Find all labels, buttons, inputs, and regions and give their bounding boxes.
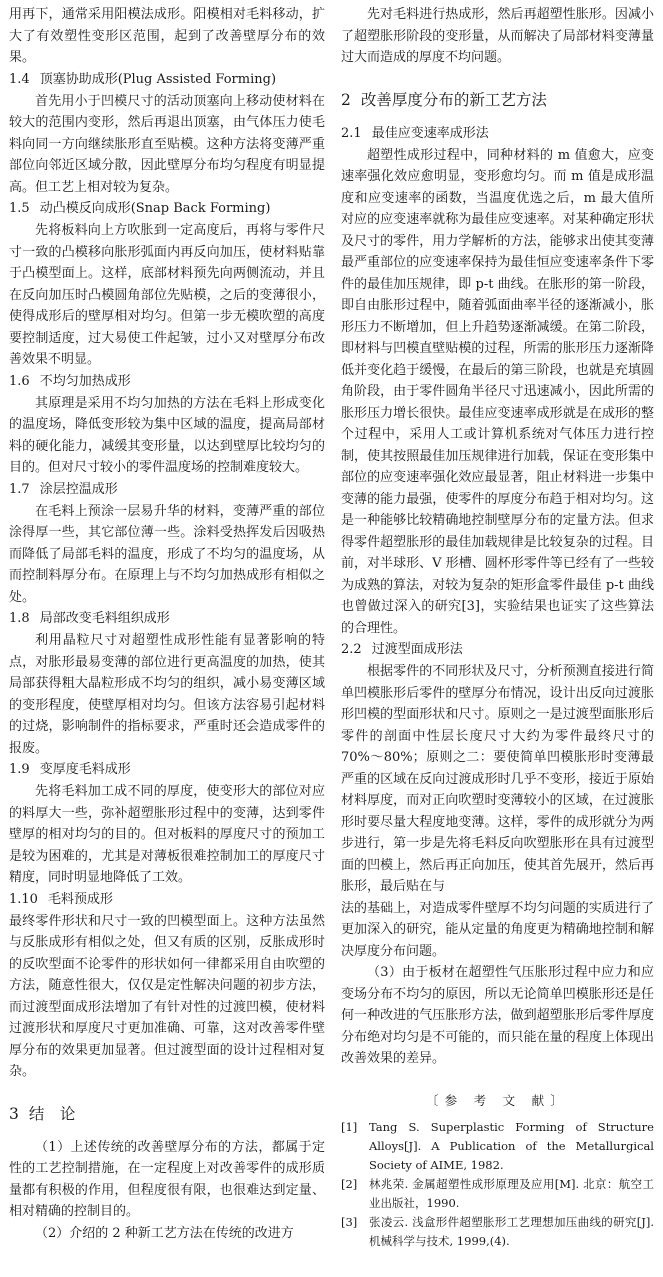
section-number: 2.1 xyxy=(341,125,362,141)
paragraph-1-7: 在毛料上预涂一层易升华的材料，变薄严重的部位涂得厚一些，其它部位薄一些。涂料受热挥发后因吸热而降低了局部毛料的温度，形成了不均匀的温度场，从而控制料厚分布。在原理上与不均匀加热成形有相似之处。 xyxy=(9,503,325,605)
spacer xyxy=(9,1125,325,1137)
section-number: 1.6 xyxy=(9,373,30,389)
paragraph-1-9: 先将毛料加工成不同的厚度，使变形大的部位对应的料厚大一些，弥补超塑胀形过程中的变薄，达到零件壁厚的相对均匀的目的。但对板料的厚度尺寸的预加工是较为困难的，尤其是对薄板很难控制加工的厚度尺寸精度，同时明显地降低了工效。 xyxy=(9,784,325,885)
reference-item xyxy=(341,1213,654,1251)
section-title: 顶塞协助成形(Plug Assisted Forming) xyxy=(39,71,277,87)
reference-list xyxy=(341,1118,654,1251)
heading-1-5 xyxy=(9,198,325,220)
heading-1-9 xyxy=(9,759,325,781)
heading-1-8 xyxy=(9,608,325,630)
section-title: 局部改变毛料组织成形 xyxy=(39,611,170,626)
paragraph-1-8: 利用晶粒尺寸对超塑性成形性能有显著影响的特点，对胀形最易变薄的部位进行更高温度的加热，使其局部获得粗大晶粒形成不均匀的组织，减小易变薄区域的变形程度，使壁厚相对均匀。但该方法容易引起材料的过烧，影响制件的指标要求，严重时还会造成零件的报废。 xyxy=(9,633,325,756)
section-title: 结 论 xyxy=(28,1104,76,1123)
left-column xyxy=(9,4,325,1244)
section-number: 3 xyxy=(9,1104,19,1123)
right-column xyxy=(341,4,654,1251)
heading-1-4 xyxy=(9,69,325,91)
section-title: 改善厚度分布的新工艺方法 xyxy=(360,90,547,109)
section-title: 过渡型面成形法 xyxy=(371,642,463,657)
paragraph-1-4: 首先用小于凹模尺寸的活动顶塞向上移动使材料在较大的范围内变形，然后再退出顶塞，由气体压力使毛料向同一方向继续胀形直至贴模。这种方法将变薄严重部位向邻近区域分散，因此壁厚分布均匀程度有明显提高。但工艺上相对较为复杂。 xyxy=(9,93,325,195)
section-number: 1.4 xyxy=(9,71,30,87)
paragraph-conclusion-3: （3）由于板材在超塑性气压胀形过程中应力和应变场分布不均匀的原因，所以无论简单凹模胀形还是任何一种改进的气压胀形方法，做到超塑胀形后零件厚度分布绝对均匀是不可能的，而只能在量的程度上体现出改善效果的差异。 xyxy=(341,965,654,1066)
reference-item xyxy=(341,1118,654,1175)
section-number: 1.10 xyxy=(9,891,38,907)
section-number: 2 xyxy=(341,90,351,109)
spacer xyxy=(341,1070,654,1090)
paragraph-conclusion-1: （1）上述传统的改善壁厚分布的方法，都属于定性的工艺控制措施，在一定程度上对改善零件的成形质量都有积极的作用，但程度很有限，也很难达到定量、相对精确的控制目的。 xyxy=(9,1139,325,1219)
heading-chapter-3 xyxy=(9,1103,325,1125)
paragraph-conclusion-2: （2）介绍的 2 种新工艺方法在传统的改进方 xyxy=(35,1225,294,1241)
heading-2-2 xyxy=(341,639,654,661)
spacer xyxy=(9,1083,325,1103)
section-title: 动凸模反向成形(Snap Back Forming) xyxy=(39,201,271,216)
heading-chapter-2 xyxy=(341,89,654,111)
reference-number: [1] xyxy=(341,1119,358,1134)
section-title: 涂层控温成形 xyxy=(39,481,118,497)
heading-1-6 xyxy=(9,371,325,393)
section-number: 1.7 xyxy=(9,481,30,497)
section-title: 最佳应变速率成形法 xyxy=(371,125,489,141)
spacer xyxy=(341,111,654,123)
spacer xyxy=(341,69,654,89)
section-number: 1.8 xyxy=(9,611,30,626)
references-title: 〔参 考 文 献〕 xyxy=(425,1092,570,1108)
paragraph-1-5: 先将板料向上方吹胀到一定高度后，再将与零件尺寸一致的凸模移向胀形弧面内再反向加压，使材料贴靠于凸模型面上。这样，底部材料预先向两侧流动，并且在反向加压时凸模圆角部位先贴模，之后的变薄很小，使得成形后的壁厚相对均匀。但第一步无模吹塑的高度要控制适度，过大易使工件起皱，过小又对壁厚分布改善效果不明显。 xyxy=(9,223,325,367)
heading-1-7 xyxy=(9,479,325,501)
paragraph-1-10: 最终零件形状和尺寸一致的凹模型面上。这种方法虽然与反胀成形有相似之处，但又有质的区别，反胀成形时的反吹型面不论零件的形状如何一律都采用自由吹塑的方法，随意性很大，仅仅是定性解决问题的初步方法，而过渡型面成形法增加了有针对性的过渡凹模，使材料过渡形状和厚度尺寸更加准确、可靠，这对改善零件壁厚分布的效果更加显著。但过渡型面的设计过程相对复杂。 xyxy=(9,913,325,1079)
paragraph-1-6: 其原理是采用不均匀加热的方法在毛料上形成变化的温度场，降低变形较为集中区域的温度，提高局部材料的硬化能力，减缓其变形量，以达到壁厚比较均匀的目的。但对尺寸较小的零件温度场的控制难度较大。 xyxy=(9,395,325,475)
reference-number: [3] xyxy=(341,1214,358,1229)
heading-2-1 xyxy=(341,123,654,145)
section-title: 不均匀加热成形 xyxy=(39,373,131,389)
paragraph-continuation: 法的基础上，对造成零件壁厚不均匀问题的实质进行了更加深入的研究，能从定量的角度更为精确地控制和解决厚度分布问题。 xyxy=(341,900,654,959)
paragraph-2-2: 根据零件的不同形状及尺寸，分析预测直接进行简单凹模胀形后零件的壁厚分布情况，设计出反向过渡胀形凹模的型面形状和尺寸。原则之一是过渡型面胀形后零件的剖面中性层长度尺寸大约为零件最终尺寸的 70%～80%；原则之二：要使简单凹模胀形时变薄最严重的区域在反向过渡成形时几乎不变形，接近于原始材料厚度，而对正向吹塑时变薄较小的区域，在过渡胀形时要尽量大程度地变薄。这样，零件的成形就分为两步进行，第一步是先将毛料反向吹塑胀形在具有过渡型面的凹模上，然后再正向加压，使其首先展开，然后再胀形，最后贴在与 xyxy=(341,664,654,894)
section-title: 变厚度毛料成形 xyxy=(39,762,131,777)
section-number: 1.5 xyxy=(9,201,30,216)
reference-text: 林兆荣. 金属超塑性成形原理及应用[M]. 北京：航空工业出版社，1990. xyxy=(369,1176,654,1210)
section-title: 毛料预成形 xyxy=(47,891,113,907)
paragraph-intro: 用再下，通常采用阳模法成形。阳模相对毛料移动，扩大了有效塑性变形区范围，起到了改善壁厚分布的效果。 xyxy=(9,7,325,65)
reference-number: [2] xyxy=(341,1176,358,1191)
paragraph-top: 先对毛料进行热成形，然后再超塑性胀形。因减小了超塑胀形阶段的变形量，从而解决了局部材料变薄量过大而造成的厚度不均问题。 xyxy=(341,7,654,65)
reference-item xyxy=(341,1175,654,1213)
heading-1-10 xyxy=(9,889,325,911)
reference-text: 张凌云. 浅盒形件超塑胀形工艺理想加压曲线的研究[J]. 机械科学与技术, 1999,(4). xyxy=(369,1214,654,1248)
reference-text: Tang S. Superplastic Forming of Structure Alloys[J]. A Publication of the Metallurgical Society of AIME, 1982. xyxy=(369,1119,654,1172)
paragraph-2-1: 超塑性成形过程中，同种材料的 m 值愈大，应变速率强化效应愈明显，变形愈均匀。而 m 值是成形温度和应变速率的函数，当温度优选之后，m 最大值所对应的应变速率就称为最佳应变速率。对某种确定形状及尺寸的零件，用力学解析的方法，能够求出使其变薄最严重部位的应变速率保持为最佳恒应变速率条件下零件的最佳加压规律，即 p-t 曲线。在胀形的第一阶段，即自由胀形过程中，随着弧面曲率半径的逐渐减小，胀形压力不断增加，但上升趋势逐渐减缓。在第二阶段，即材料与凹模直壁贴模的过程，所需的胀形压力逐渐降低并变化趋于缓慢，在最后的第三阶段，也就是充填圆角阶段，由于零件圆角半径尺寸迅速减小，因此所需的胀形压力增长很快。最佳应变速率成形就是在成形的整个过程中，采用人工或计算机系统对气体压力进行控制，使其按照最佳加压规律进行加载，保证在变形集中部位的应变速率强化效应最显著，阻止材料进一步集中变薄的能力最强，使零件的厚度分布趋于相对均匀。这是一种能够比较精确地控制壁厚分布的定量方法。但求得零件超塑胀形的最佳加载规律是比较复杂的过程。目前，对半球形、V 形槽、圆杯形零件等已经有了一些较为成熟的算法，对较为复杂的矩形盒零件最佳 p-t 曲线也曾做过深入的研究[3]，实验结果也证实了这些算法的合理性。 xyxy=(341,147,654,636)
section-number: 2.2 xyxy=(341,642,362,657)
section-number: 1.9 xyxy=(9,762,30,777)
